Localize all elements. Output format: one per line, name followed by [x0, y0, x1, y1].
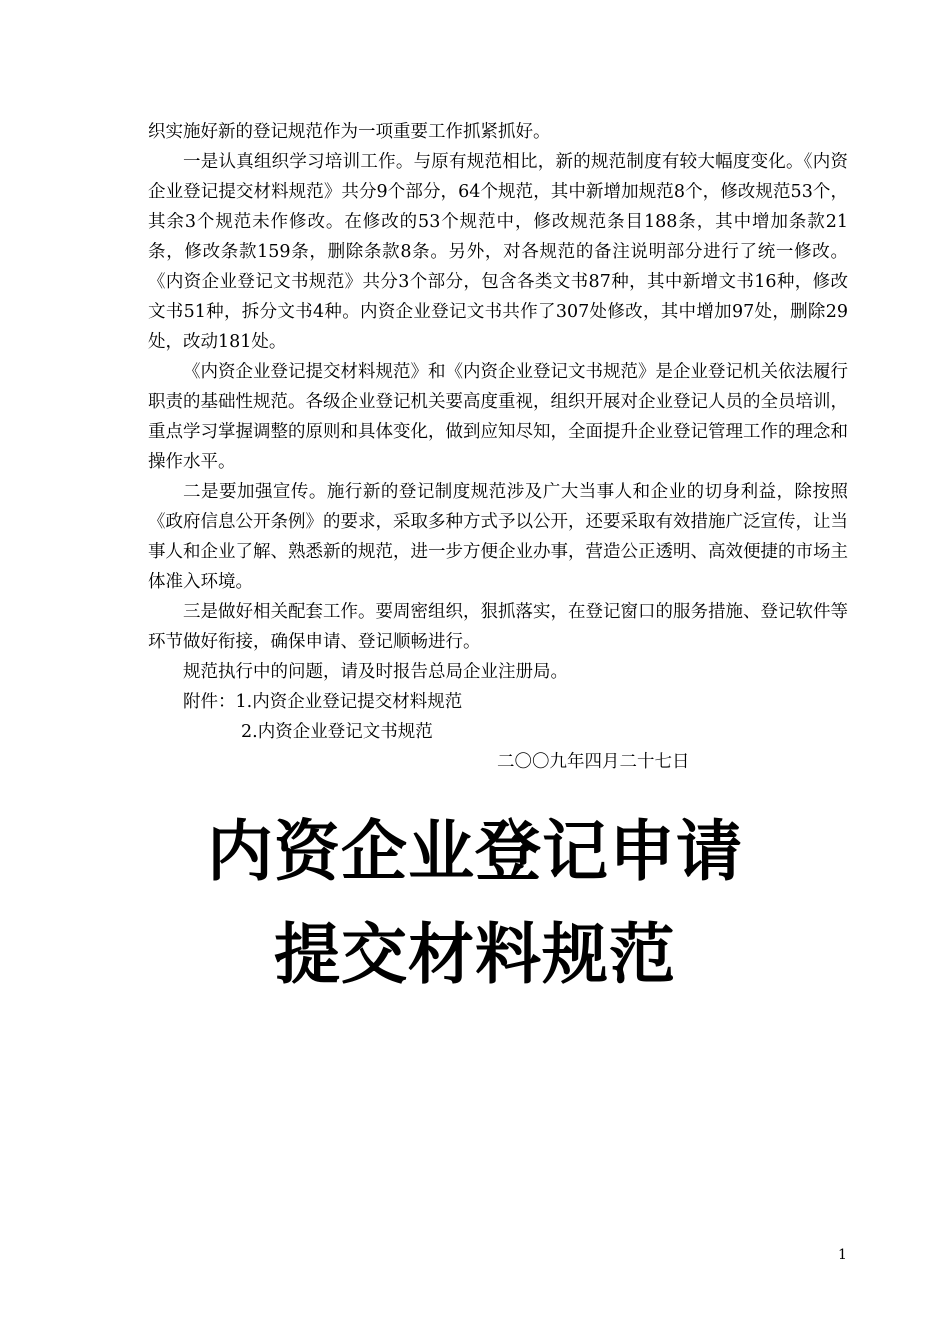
paragraph-report-issues: 规范执行中的问题，请及时报告总局企业注册局。 — [183, 662, 568, 682]
attachment-1: 附件：1.内资企业登记提交材料规范 — [183, 692, 463, 712]
paragraph-training: 一是认真组织学习培训工作。与原有规范相比，新的规范制度有较大幅度变化。《内资企业登记提交材料规范》共分9个部分，64个规范，其中新增加规范8个，修改规范53个，其余3个规范未作修改。在修改的53个规范中，修改规范条目188条，其中增加条款21条，修改条款159条，删除条款8条。另外，对各规范的备注说明部分进行了统一修改。《内资企业登记文书规范》共分3个部分，包含各类文书87种，其中新增文书16种，修改文书51种，拆分文书4种。内资企业登记文书共作了307处修改，其中增加97处，删除29处，改动181处。 — [148, 152, 848, 352]
document-title-line-1: 内资企业登记申请 — [207, 813, 743, 890]
document-body — [148, 117, 848, 777]
paragraph-standards: 《内资企业登记提交材料规范》和《内资企业登记文书规范》是企业登记机关依法履行职责的基础性规范。各级企业登记机关要高度重视，组织开展对企业登记人员的全员培训，重点学习掌握调整的原则和具体变化，做到应知尽知，全面提升企业登记管理工作的理念和操作水平。 — [148, 362, 848, 472]
paragraph-continuation: 织实施好新的登记规范作为一项重要工作抓紧抓好。 — [148, 122, 551, 142]
paragraph-supporting-work: 三是做好相关配套工作。要周密组织，狠抓落实，在登记窗口的服务措施、登记软件等环节做好衔接，确保申请、登记顺畅进行。 — [148, 602, 848, 652]
page-number: 1 — [838, 1247, 847, 1263]
attachment-2: 2.内资企业登记文书规范 — [241, 722, 433, 742]
paragraph-publicity: 二是要加强宣传。施行新的登记制度规范涉及广大当事人和企业的切身利益，除按照《政府信息公开条例》的要求，采取多种方式予以公开，还要采取有效措施广泛宣传，让当事人和企业了解、熟悉新的规范，进一步方便企业办事，营造公正透明、高效便捷的市场主体准入环境。 — [148, 482, 848, 592]
document-title-line-2: 提交材料规范 — [274, 916, 676, 993]
document-date: 二〇〇九年四月二十七日 — [497, 752, 690, 772]
